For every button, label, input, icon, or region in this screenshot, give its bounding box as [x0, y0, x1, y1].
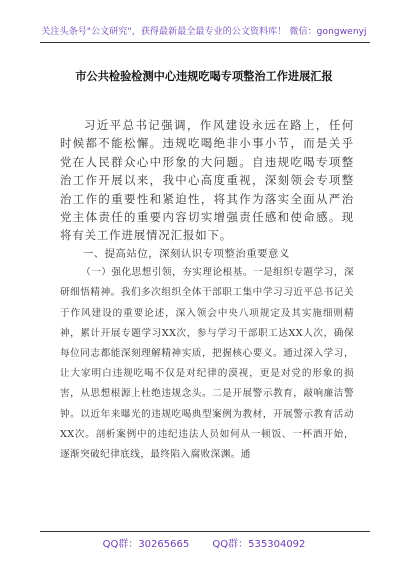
section-heading-1: 一、提高站位，深刻认识专项整治重要意义: [82, 247, 290, 260]
footer: [40, 535, 368, 550]
document-title: 市公共检验检测中心违规吃喝专项整治工作进展汇报: [75, 69, 333, 83]
footer-qq-group-1: QQ群：30265665: [102, 539, 190, 550]
footer-divider: [40, 531, 370, 532]
document-body: [60, 116, 354, 465]
header-note: 关注头条号"公文研究"，获得最新最全最专业的公文资料库！ 微信：gongwenyj: [41, 27, 367, 37]
section-1-item-1: （一）强化思想引领，夯实理论根基。一是组织专题学习，深研细悟精神。我们多次组织全体干部职工集中学习习近平总书记关于作风建设的重要论述，深入领会中央八项规定及其实施细则精神，累计开展专题学习XX次，参与学习干部职工达XX人次，确保每位同志都能深刻理解精神实质，把握核心要义。通过深入学习，让大家明白违规吃喝不仅是对纪律的漠视，更是对党的形象的损害，从思想根源上杜绝违规念头。二是开展警示教育，敲响廉洁警钟。以近年来曝光的违规吃喝典型案例为教材，开展警示教育活动XX次。剖析案例中的违纪违法人员如何从一顿饭、一杯酒开始，逐渐突破纪律底线，最终陷入腐败深渊。通: [60, 267, 354, 461]
header-divider: [40, 42, 370, 43]
footer-qq-group-2: QQ群：535304092: [212, 539, 306, 550]
intro-paragraph: 习近平总书记强调，作风建设永远在路上，任何时候都不能松懈。违规吃喝绝非小事小节，而是关乎党在人民群众心中形象的大问题。自违规吃喝专项整治工作开展以来，我中心高度重视，深刻领会专项整治工作的重要性和紧迫性，将其作为落实全面从严治党主体责任的重要内容切实增强责任感和使命感。现将有关工作进展情况汇报如下。: [60, 118, 354, 243]
